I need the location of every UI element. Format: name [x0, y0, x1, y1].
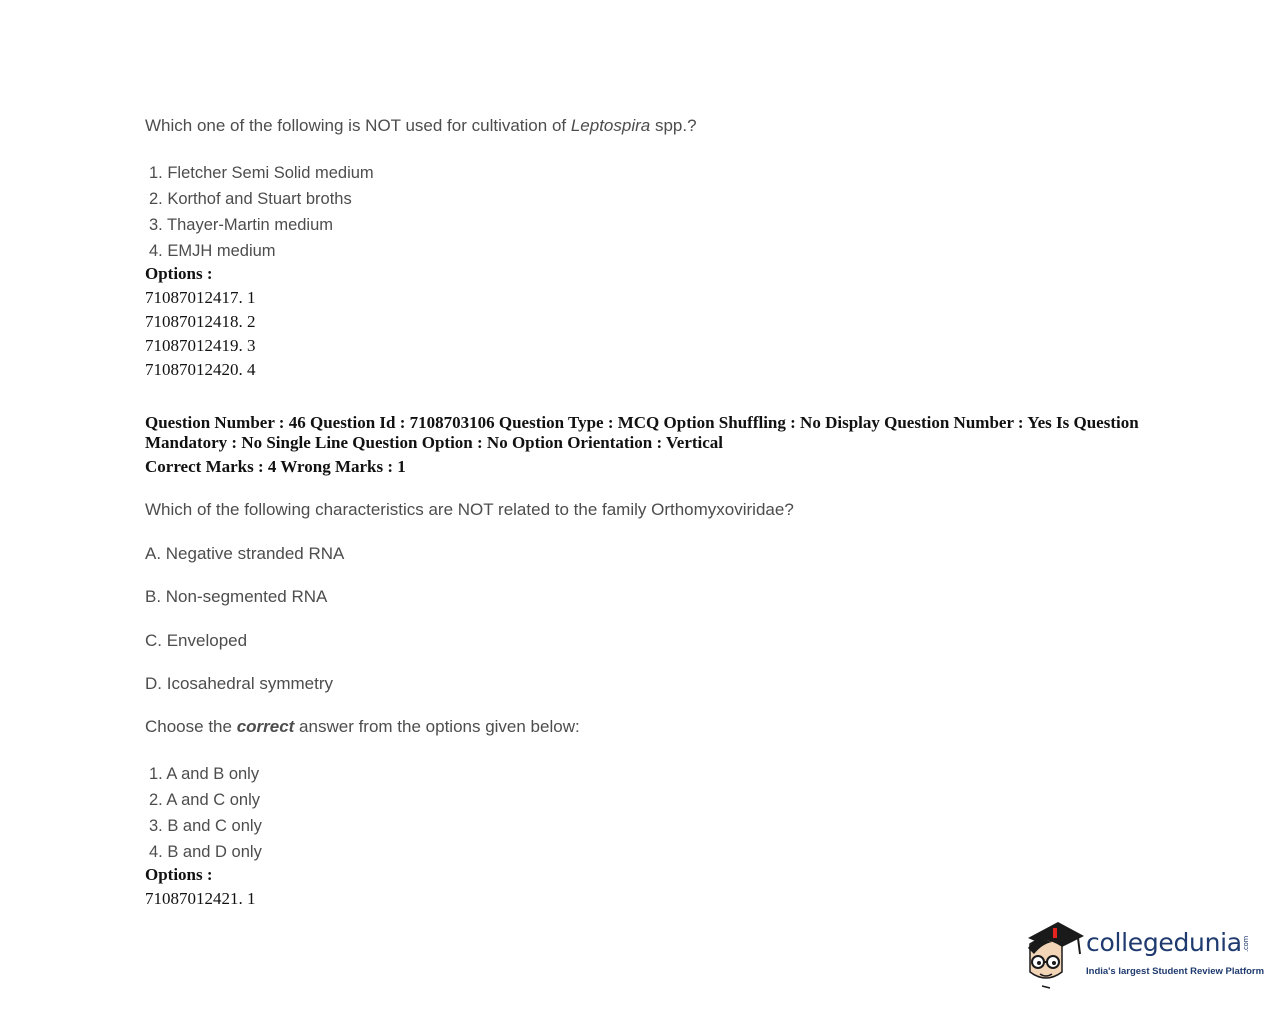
- question-2-text: Which of the following characteristics are NOT related to the family Orthomyxoviridae?: [145, 500, 794, 519]
- choice-item: 2. A and C only: [149, 791, 260, 809]
- question-2-instruction: [145, 717, 580, 737]
- brand-tagline: India's largest Student Review Platform: [1086, 966, 1265, 977]
- choice-item: 3. Thayer-Martin medium: [149, 216, 334, 234]
- choice-item: 1. Fletcher Semi Solid medium: [149, 164, 374, 182]
- question-1-choices: [149, 160, 374, 264]
- question-1-text-part: spp.?: [650, 116, 697, 135]
- brand-word: collegedunia: [1086, 928, 1242, 957]
- option-id-line: 71087012421. 1: [145, 889, 256, 908]
- choice-item: 4. EMJH medium: [149, 242, 276, 260]
- statement-item: A. Negative stranded RNA: [145, 544, 345, 563]
- question-1-text-italic: Leptospira: [570, 116, 651, 135]
- instruction-emphasis: correct: [236, 717, 295, 736]
- brand-name: [1086, 928, 1250, 957]
- question-1-text-part: Which one of the following is NOT used for cultivation of: [145, 116, 571, 135]
- mascot-icon: [1022, 918, 1084, 990]
- statement-item: C. Enveloped: [145, 631, 248, 650]
- option-id-line: 71087012418. 2: [145, 312, 256, 331]
- option-id-line: 71087012419. 3: [145, 336, 256, 355]
- option-id-line: 71087012420. 4: [145, 360, 256, 379]
- options-title: Options :: [145, 865, 213, 884]
- options-title: Options :: [145, 264, 213, 283]
- option-id-line: 71087012417. 1: [145, 288, 256, 307]
- choice-item: 3. B and C only: [149, 817, 262, 835]
- brand-suffix: .com: [1241, 936, 1250, 952]
- question-1-text: [145, 116, 697, 136]
- collegedunia-logo: [1022, 918, 1265, 990]
- instruction-part: Choose the: [145, 717, 237, 736]
- question-2-choices: [149, 761, 262, 865]
- choice-item: 2. Korthof and Stuart broths: [149, 190, 352, 208]
- instruction-part: answer from the options given below:: [294, 717, 580, 736]
- choice-item: 4. B and D only: [149, 843, 262, 861]
- question-2-marks: Correct Marks : 4 Wrong Marks : 1: [145, 457, 406, 476]
- choice-item: 1. A and B only: [149, 765, 260, 783]
- question-2-metadata: Question Number : 46 Question Id : 7108703106 Question Type : MCQ Option Shuffling : No Display Question Number : Yes Is Question Mandatory : No Single Line Question Option : No Option Orientation : Vertical: [145, 413, 1139, 452]
- statement-item: B. Non-segmented RNA: [145, 587, 328, 606]
- statement-item: D. Icosahedral symmetry: [145, 674, 333, 693]
